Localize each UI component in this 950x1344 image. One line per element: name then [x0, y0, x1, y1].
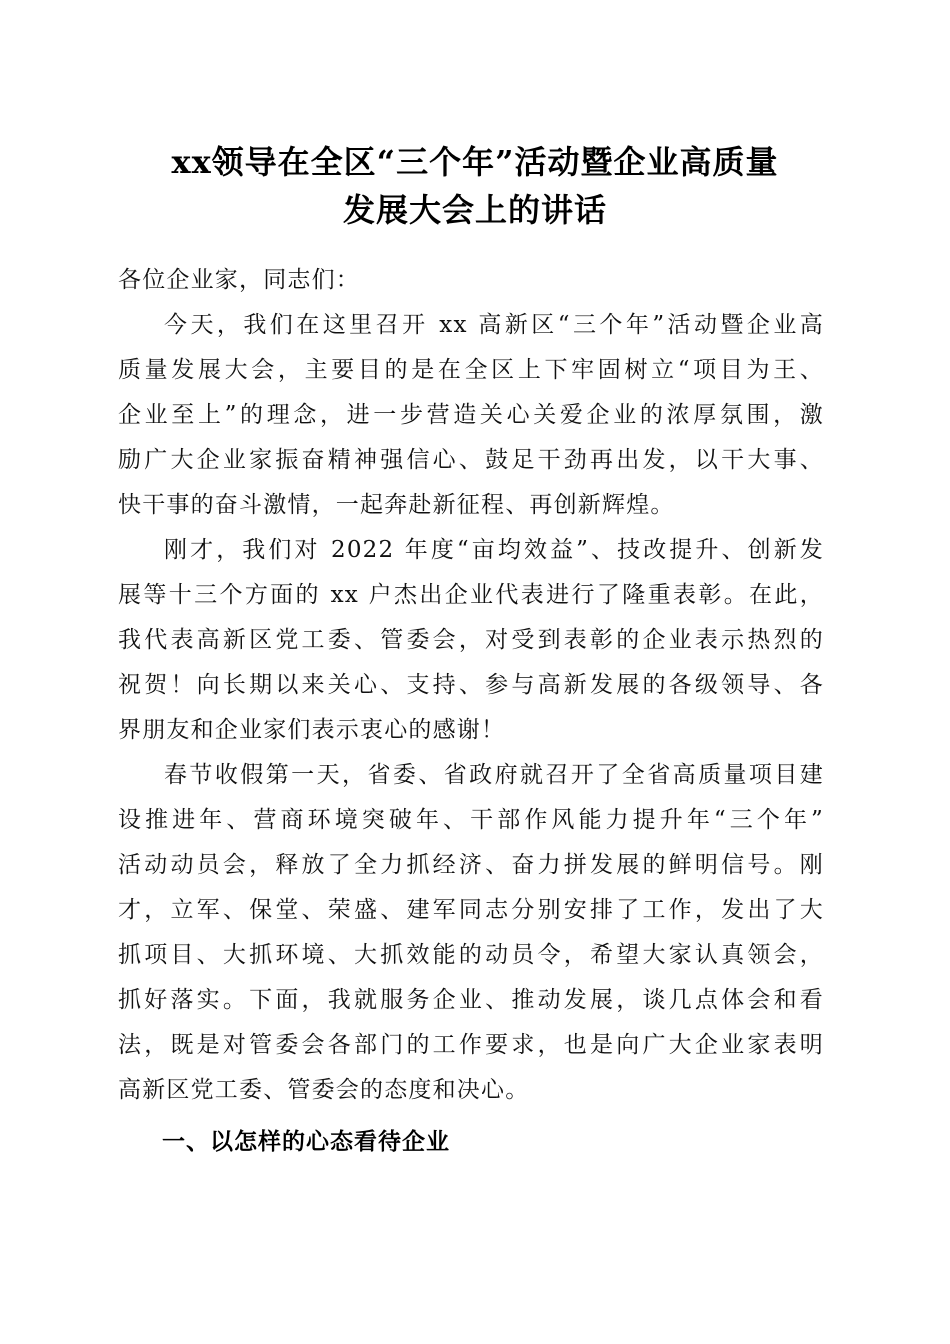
section-heading: 一、以怎样的心态看待企业 — [162, 1129, 450, 1155]
paragraph-3-line: 活动动员会，释放了全力抓经济、奋力拼发展的鲜明信号。刚 — [118, 852, 824, 878]
title-line-2: 发展大会上的讲话 — [342, 191, 607, 229]
paragraph-3-line: 法，既是对管委会各部门的工作要求，也是向广大企业家表明 — [118, 1032, 824, 1058]
paragraph-3-line: 春节收假第一天，省委、省政府就召开了全省高质量项目建 — [164, 762, 824, 788]
paragraph-1-line: 质量发展大会，主要目的是在全区上下牢固树立“项目为王、 — [118, 357, 824, 383]
salutation: 各位企业家，同志们： — [118, 267, 360, 293]
paragraph-3-line: 才，立军、保堂、荣盛、建军同志分别安排了工作，发出了大 — [118, 897, 824, 923]
paragraph-3-line: 抓项目、大抓环境、大抓效能的动员令，希望大家认真领会， — [118, 942, 824, 968]
document-body — [118, 258, 824, 1113]
paragraph-3-line: 高新区党工委、管委会的态度和决心。 — [118, 1077, 530, 1103]
paragraph-1-line: 励广大企业家振奋精神强信心、鼓足干劲再出发，以干大事、 — [118, 447, 824, 473]
paragraph-1-line: 企业至上”的理念，进一步营造关心关爱企业的浓厚氛围，激 — [118, 402, 824, 428]
paragraph-2-line: 界朋友和企业家们表示衷心的感谢！ — [118, 717, 506, 743]
paragraph-1-line: 今天，我们在这里召开 xx 高新区“三个年”活动暨企业高 — [164, 312, 824, 338]
document-title — [118, 138, 832, 234]
paragraph-2-line: 祝贺！向长期以来关心、支持、参与高新发展的各级领导、各 — [118, 672, 824, 698]
paragraph-3-line: 抓好落实。下面，我就服务企业、推动发展，谈几点体会和看 — [118, 987, 824, 1013]
paragraph-2-line: 我代表高新区党工委、管委会，对受到表彰的企业表示热烈的 — [118, 627, 824, 653]
title-line-1: xx领导在全区“三个年”活动暨企业高质量 — [171, 143, 779, 181]
paragraph-1-line: 快干事的奋斗激情，一起奔赴新征程、再创新辉煌。 — [118, 492, 675, 518]
paragraph-2-line: 展等十三个方面的 xx 户杰出企业代表进行了隆重表彰。在此， — [118, 582, 824, 608]
paragraph-3-line: 设推进年、营商环境突破年、干部作风能力提升年“三个年” — [118, 807, 824, 833]
paragraph-2-line: 刚才，我们对 2022 年度“亩均效益”、技改提升、创新发 — [164, 537, 824, 563]
